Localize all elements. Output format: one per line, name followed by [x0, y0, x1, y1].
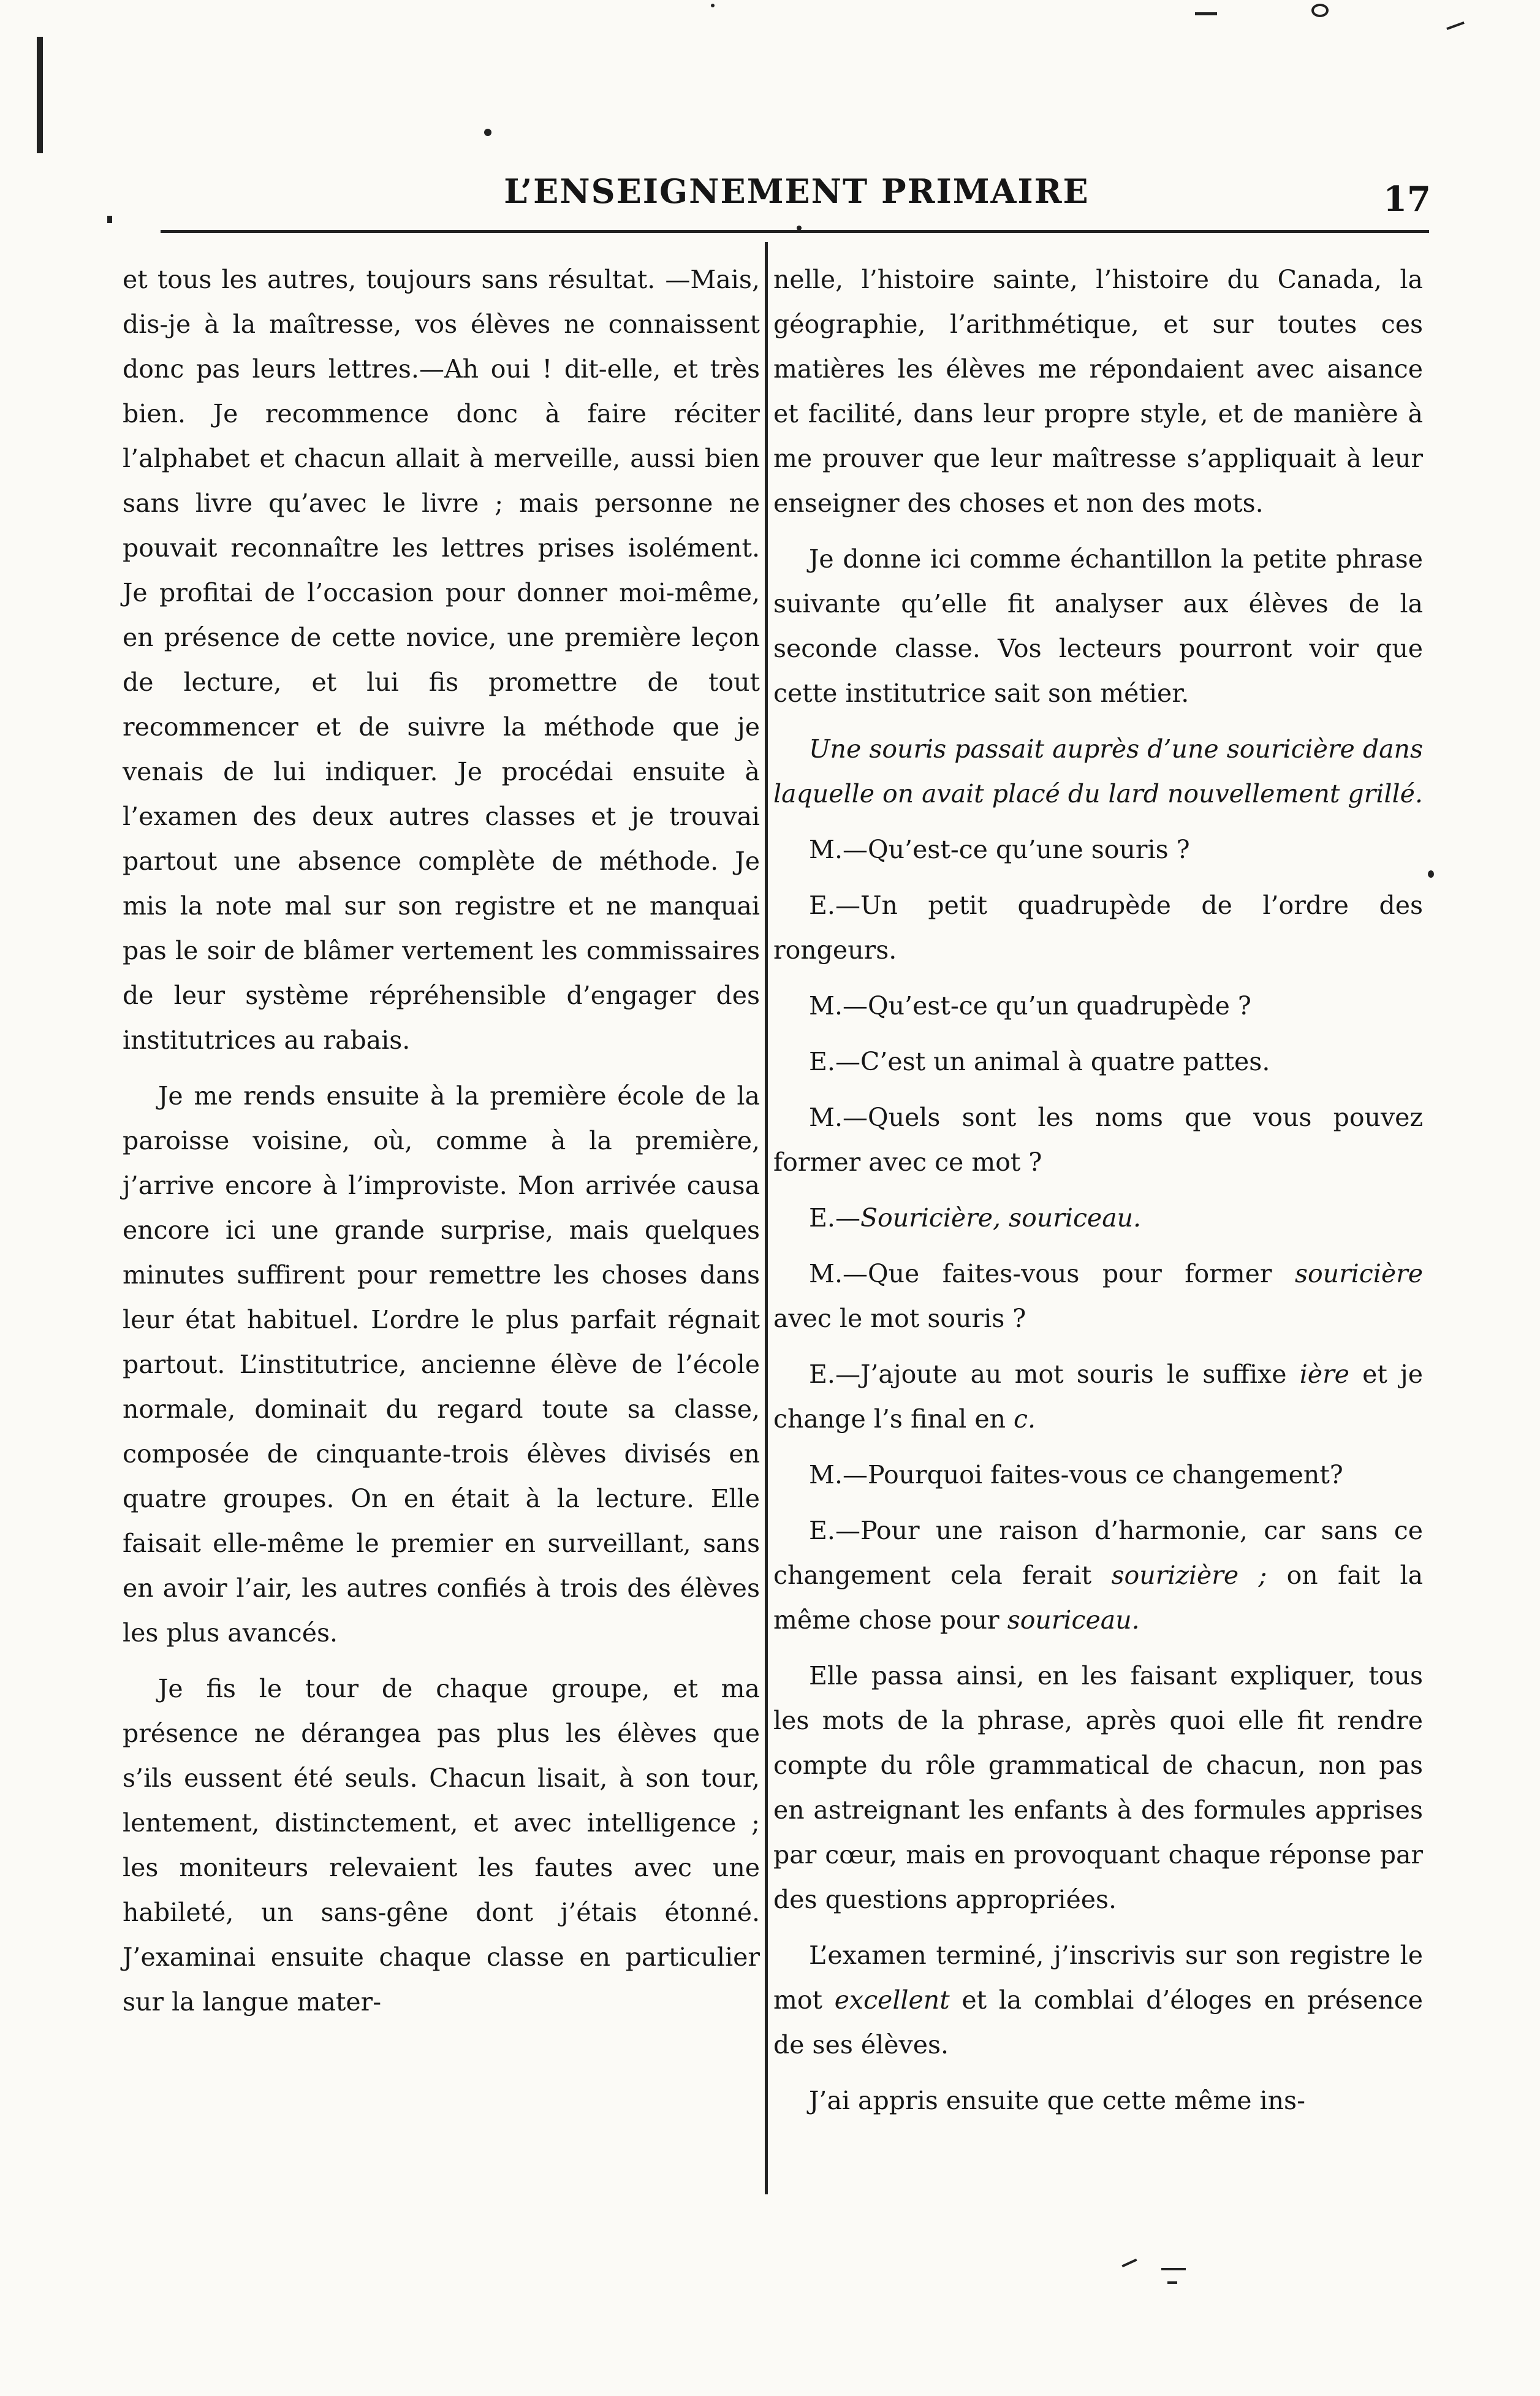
paragraph: Je fis le tour de chaque groupe, et ma présence ne dérangea pas plus les élèves que s’ils eussent été seuls. Chacun lisait, à son tour, lentement, distinctement, et avec intelligence ; les moniteurs relevaient les fautes avec une habileté, un sans-gêne dont j’étais étonné. J’examinai ensuite chaque classe en particulier sur la langue mater- [123, 1674, 760, 2017]
dialogue-line: M.—Qu’est-ce qu’une souris ? [809, 835, 1190, 864]
page-number: 17 [1383, 179, 1431, 219]
ink-speck [1121, 2259, 1137, 2268]
dialogue-line: M.—Quels sont les noms que vous pouvez former avec ce mot ? [773, 1103, 1423, 1177]
running-header [162, 172, 1431, 221]
ink-speck [1446, 21, 1465, 30]
dialogue-line [773, 1252, 1423, 1341]
text: on fait la même chose pour [773, 1561, 1424, 1635]
paragraph: Je donne ici comme échantillon la petite phrase suivante qu’elle fit analyser aux élèves de la seconde classe. Vos lecteurs pourront voir que cette institutrice sait son métier. [773, 544, 1423, 708]
ink-speck [1161, 2268, 1186, 2270]
paragraph: Je me rends ensuite à la première école de la paroisse voisine, où, comme à la première, j’arrive encore à l’improviste. Mon arrivée causa encore ici une grande surprise, mais quelques minutes suffirent pour remettre les choses dans leur état habituel. L’ordre le plus parfait régnait partout. L’institutrice, ancienne élève de l’école normale, dominait du regard toute sa classe, composée de cinquante-trois élèves divisés en quatre groupes. On en était à la lecture. Elle faisait elle-même le premier en surveillant, sans en avoir l’air, les autres confiés à trois des élèves les plus avancés. [123, 1081, 760, 1648]
right-column [773, 257, 1423, 2134]
example-phrase [773, 727, 1423, 816]
paragraph: Elle passa ainsi, en les faisant expliquer, tous les mots de la phrase, après quoi elle fit rendre compte du rôle grammatical de chacun, non pas en astreignant les enfants à des formules apprises par cœur, mais en provoquant chaque réponse par des questions appropriées. [773, 1661, 1423, 1914]
dialogue-line [773, 1508, 1423, 1643]
dialogue-line: M.—Qu’est-ce qu’un quadrupède ? [809, 991, 1251, 1021]
ink-speck [1311, 4, 1329, 17]
example-phrase-text: Une souris passait auprès d’une souricière dans laquelle on avait placé du lard nouvellement grillé. [773, 734, 1423, 808]
italic-word: excellent [834, 1985, 950, 2015]
header-rule [161, 230, 1429, 233]
dialogue-line: E.—C’est un animal à quatre pattes. [809, 1047, 1270, 1076]
dialogue-line: E.—Un petit quadrupède de l’ordre des rongeurs. [773, 891, 1423, 965]
ink-speck [1428, 870, 1434, 878]
text: M.—Que faites-vous pour former [809, 1259, 1295, 1288]
italic-word: souriceau. [1007, 1605, 1140, 1635]
paragraph: et tous les autres, toujours sans résultat. —Mais, dis-je à la maîtresse, vos élèves ne connaissent donc pas leurs lettres.—Ah oui ! dit-elle, et très bien. Je recommence donc à faire réciter l’alphabet et chacun allait à merveille, aussi bien sans livre qu’avec le livre ; mais personne ne pouvait reconnaître les lettres prises isolément. Je profitai de l’occasion pour donner moi-même, en présence de cette novice, une première leçon de lecture, et lui fis promettre de tout recommencer et de suivre la méthode que je venais de lui indiquer. Je procédai ensuite à l’examen des deux autres classes et je trouvai partout une absence complète de méthode. Je mis la note mal sur son registre et ne manquai pas le soir de blâmer vertement les commissaires de leur système répréhensible d’engager des institutrices au rabais. [123, 265, 760, 1055]
text: E.—Pour une raison d’harmonie, car sans ce changement cela ferait [773, 1516, 1423, 1590]
ink-speck [1195, 12, 1217, 15]
text: L’examen terminé, j’inscrivis sur son registre le mot [773, 1941, 1423, 2015]
dialogue-line [773, 1196, 1423, 1241]
italic-word: ière [1299, 1360, 1349, 1389]
text: et la comblai d’éloges en présence de ses élèves. [773, 1985, 1423, 2059]
italic-word: souricière [1294, 1259, 1423, 1288]
text: et je change l’s final en [773, 1360, 1423, 1434]
column-divider [765, 242, 768, 2194]
speaker: E.— [809, 1203, 860, 1233]
dialogue-line: M.—Pourquoi faites-vous ce changement? [809, 1460, 1343, 1489]
ink-speck [1167, 2281, 1177, 2284]
italic-word: sourizière ; [1111, 1561, 1267, 1590]
paragraph: J’ai appris ensuite que cette même ins- [809, 2086, 1305, 2115]
paragraph [773, 1933, 1423, 2067]
italic-word: c. [1014, 1404, 1036, 1434]
ink-speck [711, 4, 715, 7]
margin-bar-mark [37, 37, 43, 153]
paragraph: nelle, l’histoire sainte, l’histoire du Canada, la géographie, l’arithmétique, et sur toutes ces matières les élèves me répondaient avec aisance et facilité, dans leur propre style, et de manière à me prouver que leur maîtresse s’appliquait à leur enseigner des choses et non des mots. [773, 265, 1423, 518]
ink-speck [484, 129, 491, 136]
text: avec le mot souris ? [773, 1304, 1026, 1333]
left-column [123, 257, 760, 2036]
running-title: L’ENSEIGNEMENT PRIMAIRE [504, 172, 1090, 211]
italic-words: Souricière, souriceau. [860, 1203, 1142, 1233]
text: E.—J’ajoute au mot souris le suffixe [809, 1360, 1300, 1389]
ink-speck [107, 216, 112, 223]
dialogue-line [773, 1352, 1423, 1442]
